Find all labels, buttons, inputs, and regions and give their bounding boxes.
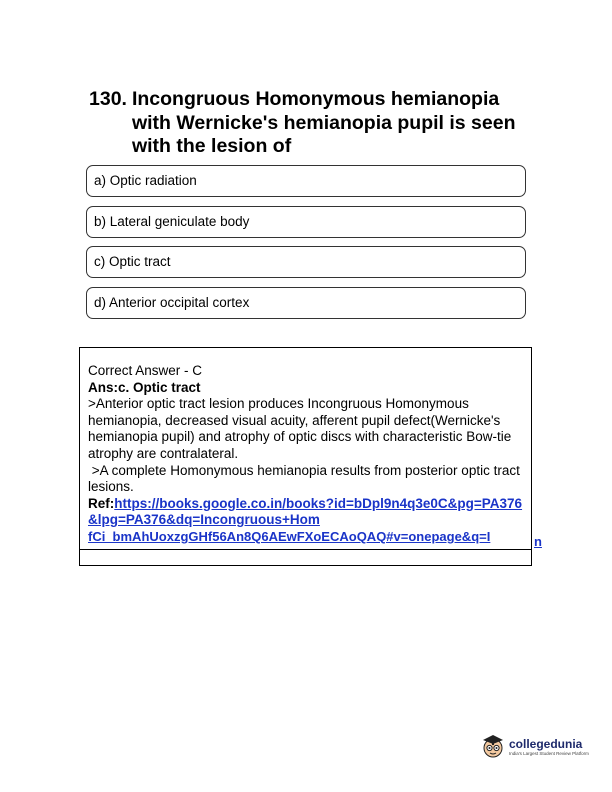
option-a[interactable]: a) Optic radiation — [86, 165, 526, 197]
logo-text — [509, 738, 589, 757]
option-c[interactable]: c) Optic tract — [86, 246, 526, 278]
logo-tagline: India's Largest Student Review Platform — [509, 750, 589, 756]
answer-content — [88, 363, 528, 546]
reference-link-tail[interactable]: n — [534, 534, 542, 549]
reference-link-cont[interactable]: fCi_bmAhUoxzgGHf56An8Q6AEwFXoECAoQAQ#v=onepage&q=I — [88, 528, 491, 544]
question — [89, 88, 539, 159]
question-text: Incongruous Homonymous hemianopia with Wernicke's hemianopia pupil is seen with the lesion of — [131, 88, 516, 157]
question-number: 130. — [89, 88, 127, 110]
reference — [88, 496, 528, 529]
answer-box — [79, 347, 542, 566]
correct-answer: Correct Answer - C — [88, 363, 203, 378]
collegedunia-logo — [480, 730, 590, 764]
answer-divider — [80, 549, 531, 550]
options-list — [86, 165, 526, 327]
mascot-icon — [480, 732, 506, 762]
explanation-2: >A complete Homonymous hemianopia results from posterior optic tract lesions. — [88, 462, 524, 495]
explanation-1: >Anterior optic tract lesion produces Incongruous Homonymous hemianopia, decreased visual acuity, afferent pupil defect(Wernicke's hemianopia pupil) and atrophy of optic discs with characteristic Bow-tie atrophy are contralateral. — [88, 396, 512, 461]
reference-cont-line — [88, 529, 528, 546]
option-b[interactable]: b) Lateral geniculate body — [86, 206, 526, 238]
answer-title: Ans:c. Optic tract — [88, 379, 201, 395]
reference-link[interactable]: https://books.google.co.in/books?id=bDpl9n4q3e0C&pg=PA376&lpg=PA376&dq=Incongruous+Hom — [88, 495, 523, 528]
logo-name: collegedunia — [509, 736, 583, 751]
reference-label: Ref: — [88, 495, 115, 511]
option-d[interactable]: d) Anterior occipital cortex — [86, 287, 526, 319]
